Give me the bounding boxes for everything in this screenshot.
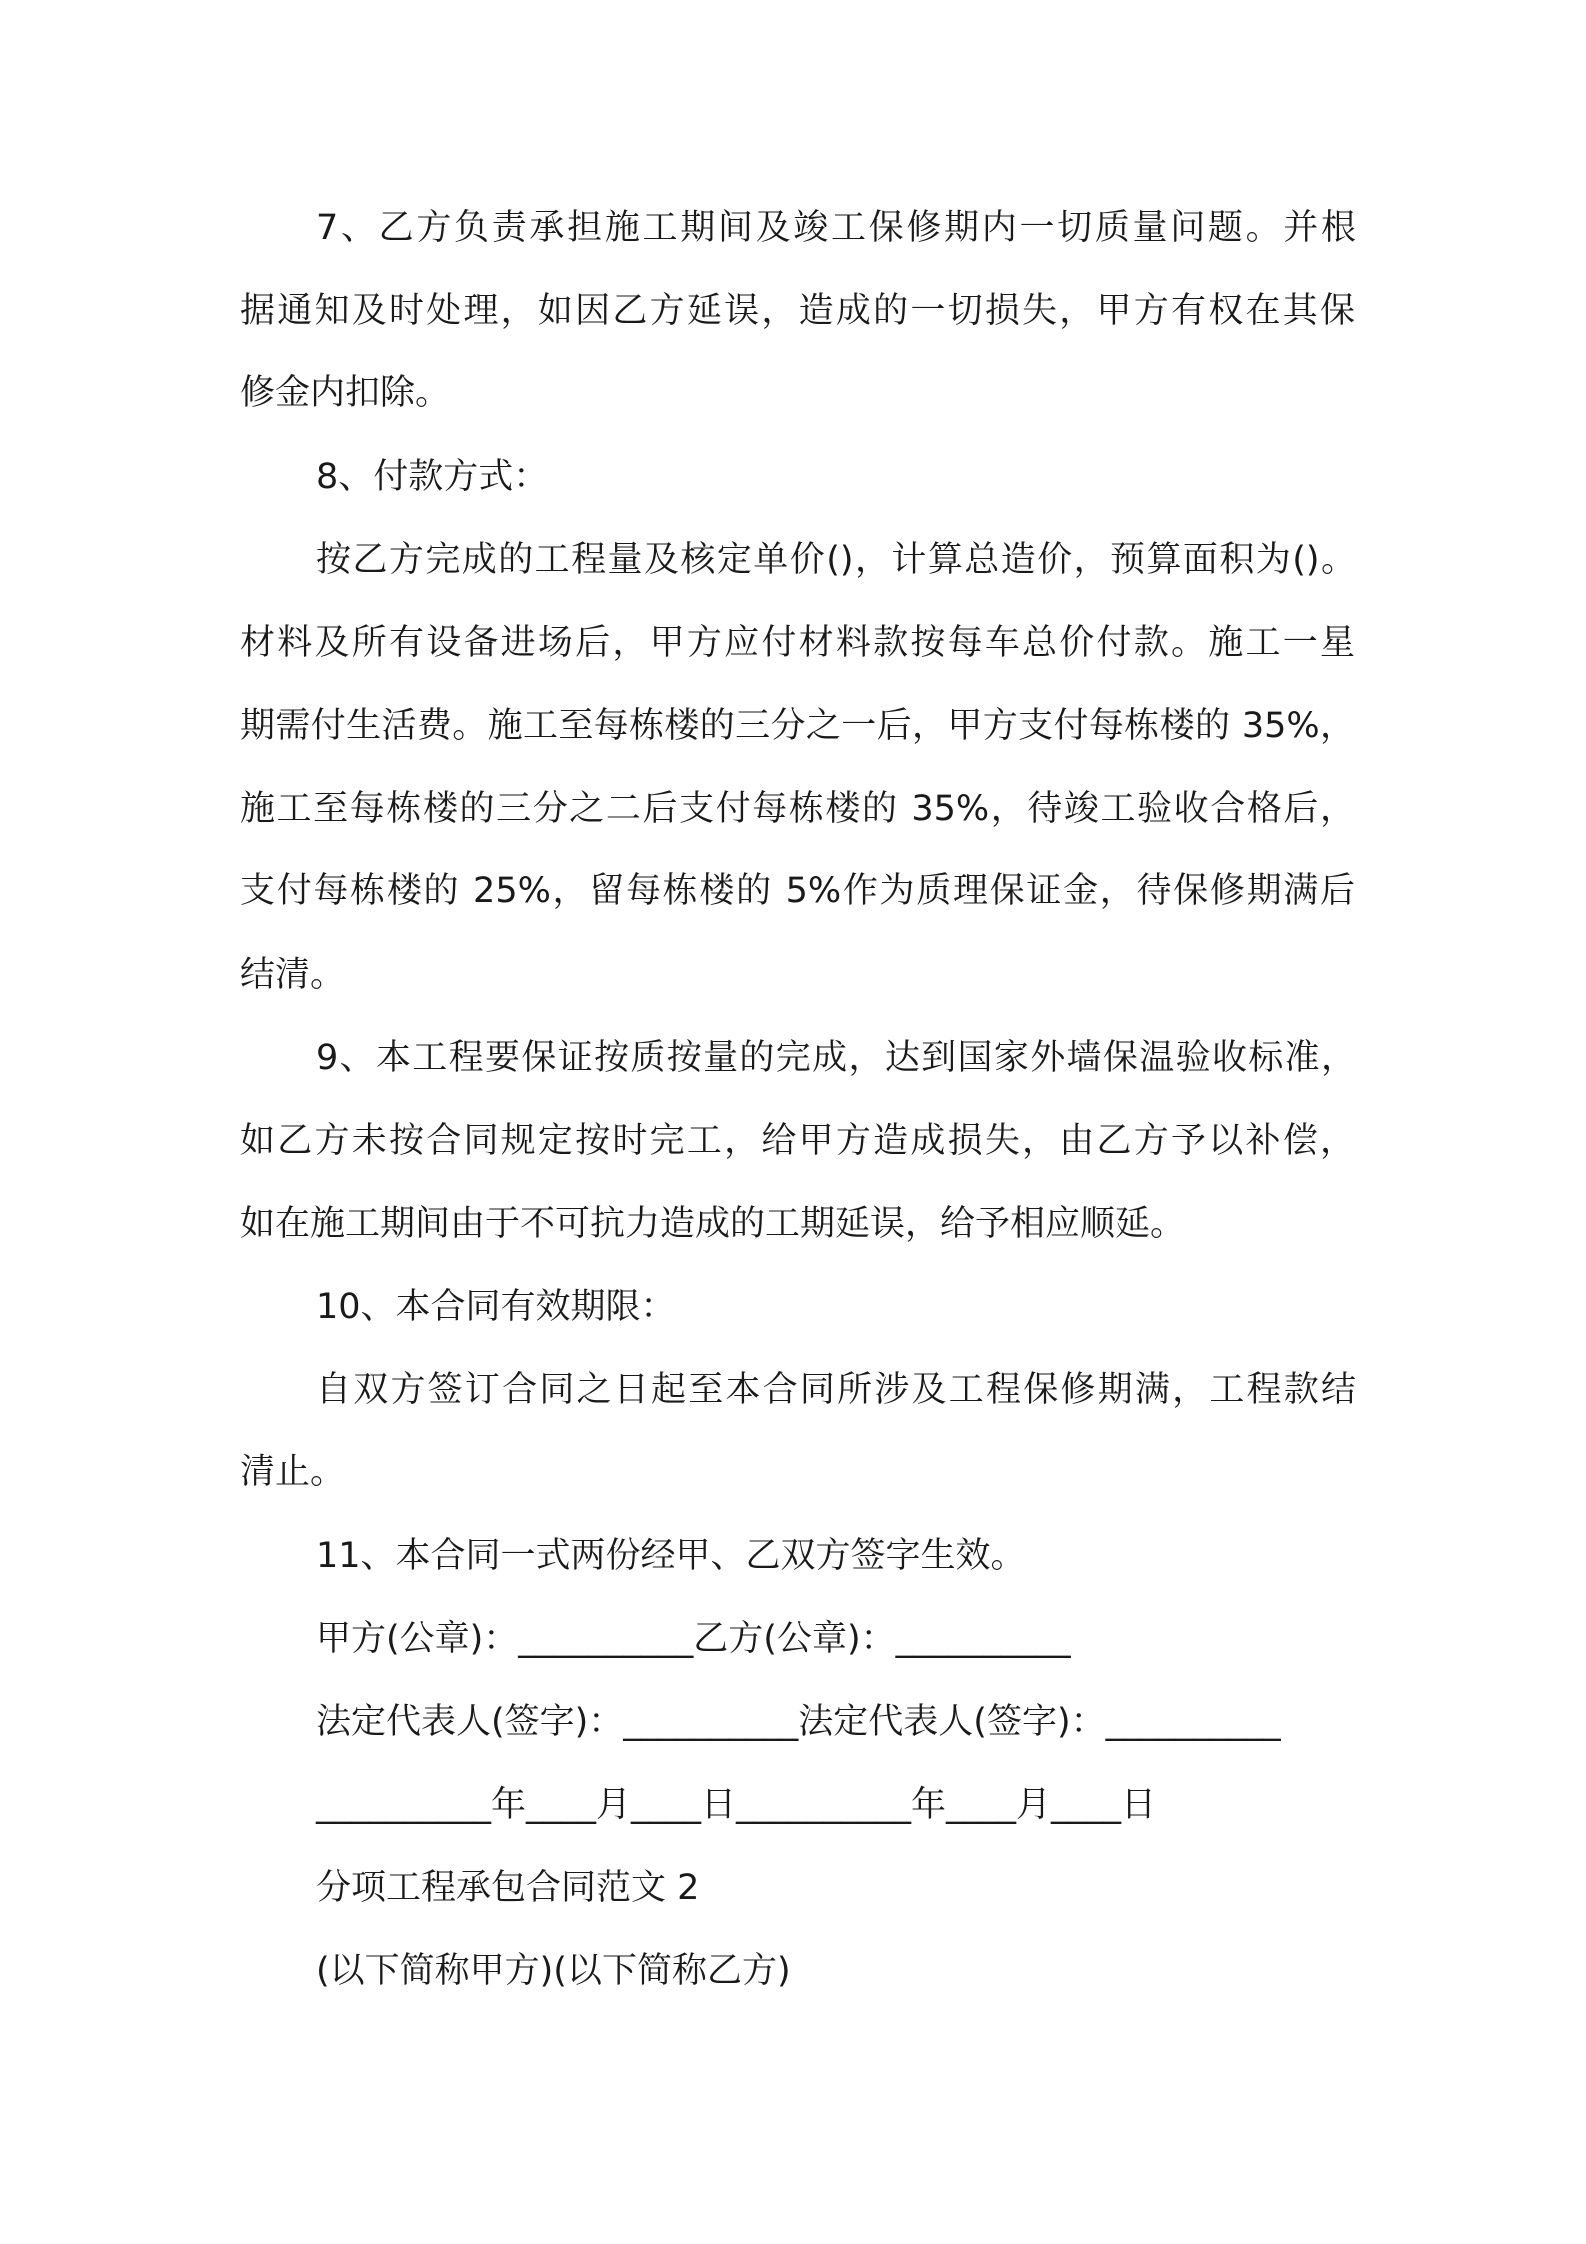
signature-parties: 甲方(公章)：__________乙方(公章)：__________ bbox=[316, 1619, 1071, 1659]
item11-line1: 11、本合同一式两份经甲、乙双方签字生效。 bbox=[316, 1536, 1026, 1576]
section2-parties: (以下简称甲方)(以下简称乙方) bbox=[316, 1951, 791, 1991]
item10-line2: 清止。 bbox=[240, 1452, 346, 1492]
item8-line1: 按乙方完成的工程量及核定单价()，计算总造价，预算面积为()。 bbox=[316, 540, 1356, 580]
item10-heading: 10、本合同有效期限： bbox=[316, 1287, 676, 1327]
signature-representatives: 法定代表人(签字)：__________法定代表人(签字)：__________ bbox=[316, 1702, 1281, 1742]
item9-line3: 如在施工期间由于不可抗力造成的工期延误，给予相应顺延。 bbox=[240, 1204, 1186, 1244]
item8-line2: 材料及所有设备进场后，甲方应付材料款按每车总价付款。施工一星 bbox=[240, 623, 1355, 663]
item7-line1: 7、乙方负责承担施工期间及竣工保修期内一切质量问题。并根 bbox=[316, 208, 1356, 248]
item10-line1: 自双方签订合同之日起至本合同所涉及工程保修期满，工程款结 bbox=[316, 1370, 1356, 1410]
signature-dates: __________年____月____日__________年____月____日 bbox=[316, 1785, 1157, 1825]
item8-heading: 8、付款方式： bbox=[316, 457, 549, 497]
item8-line6: 结清。 bbox=[240, 955, 346, 995]
item8-line5: 支付每栋楼的 25%，留每栋楼的 5%作为质理保证金，待保修期满后 bbox=[240, 871, 1355, 911]
item7-line3: 修金内扣除。 bbox=[240, 373, 451, 413]
section2-title: 分项工程承包合同范文 2 bbox=[316, 1868, 700, 1908]
item9-line2: 如乙方未按合同规定按时完工，给甲方造成损失，由乙方予以补偿， bbox=[240, 1121, 1355, 1161]
item7-line2: 据通知及时处理，如因乙方延误，造成的一切损失，甲方有权在其保 bbox=[240, 291, 1355, 331]
item8-line4: 施工至每栋楼的三分之二后支付每栋楼的 35%，待竣工验收合格后， bbox=[240, 789, 1355, 829]
item9-line1: 9、本工程要保证按质按量的完成，达到国家外墙保温验收标准， bbox=[316, 1038, 1356, 1078]
item8-line3: 期需付生活费。施工至每栋楼的三分之一后，甲方支付每栋楼的 35%， bbox=[240, 706, 1355, 746]
